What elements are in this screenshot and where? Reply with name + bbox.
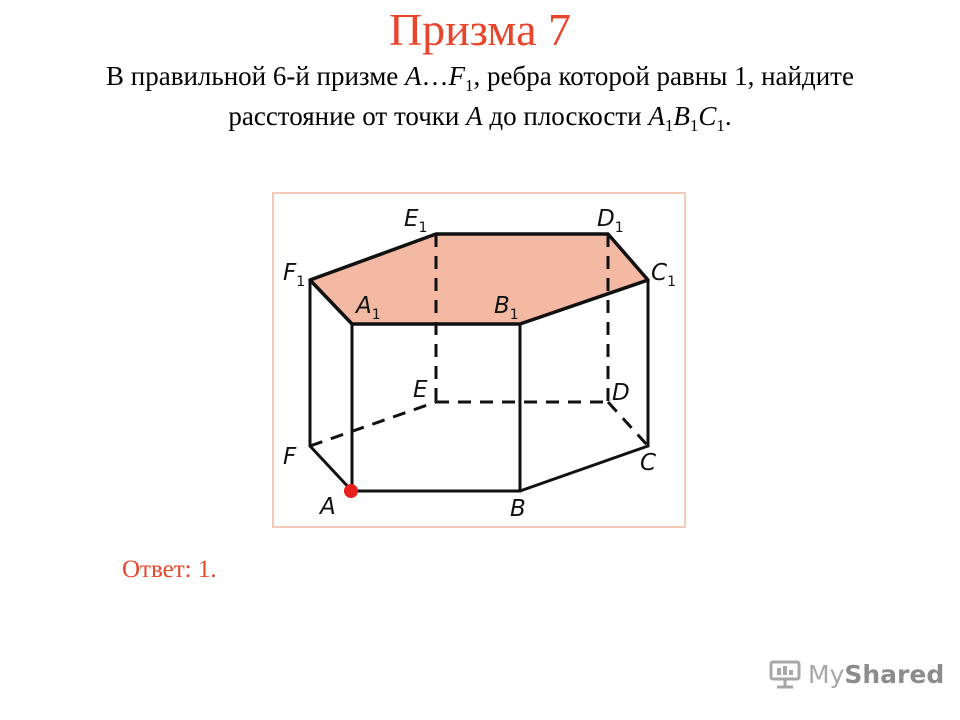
label-b: B bbox=[510, 496, 526, 522]
point-a-marker bbox=[344, 484, 358, 498]
problem-line-2: расстояние от точки A до плоскости $A_1B_1C_1$. bbox=[228, 101, 732, 135]
label-b1: $B_1$ bbox=[494, 293, 519, 323]
problem-statement bbox=[20, 56, 940, 136]
prism-figure bbox=[272, 192, 686, 528]
label-e1: $E_1$ bbox=[404, 206, 428, 236]
label-c: C bbox=[640, 450, 657, 476]
presentation-board-icon bbox=[768, 659, 802, 689]
label-d1: $D_1$ bbox=[597, 206, 624, 236]
prism-diagram bbox=[272, 192, 686, 528]
label-a: A bbox=[320, 494, 336, 520]
label-c1: $C_1$ bbox=[651, 260, 676, 290]
label-f: F bbox=[283, 444, 297, 470]
label-f1: $F_1$ bbox=[283, 260, 306, 290]
brand-name: MyShared bbox=[808, 659, 945, 689]
myshared-logo bbox=[768, 656, 944, 692]
answer-text: Ответ: 1. bbox=[122, 556, 217, 583]
problem-line-1: В правильной 6-й призме $A\dots F_1$, ребра которой равны 1, найдите bbox=[106, 61, 854, 95]
label-a1: $A_1$ bbox=[356, 293, 381, 323]
slide-title: Призма 7 bbox=[388, 4, 572, 55]
label-e: E bbox=[413, 377, 428, 403]
label-d: D bbox=[612, 380, 630, 406]
